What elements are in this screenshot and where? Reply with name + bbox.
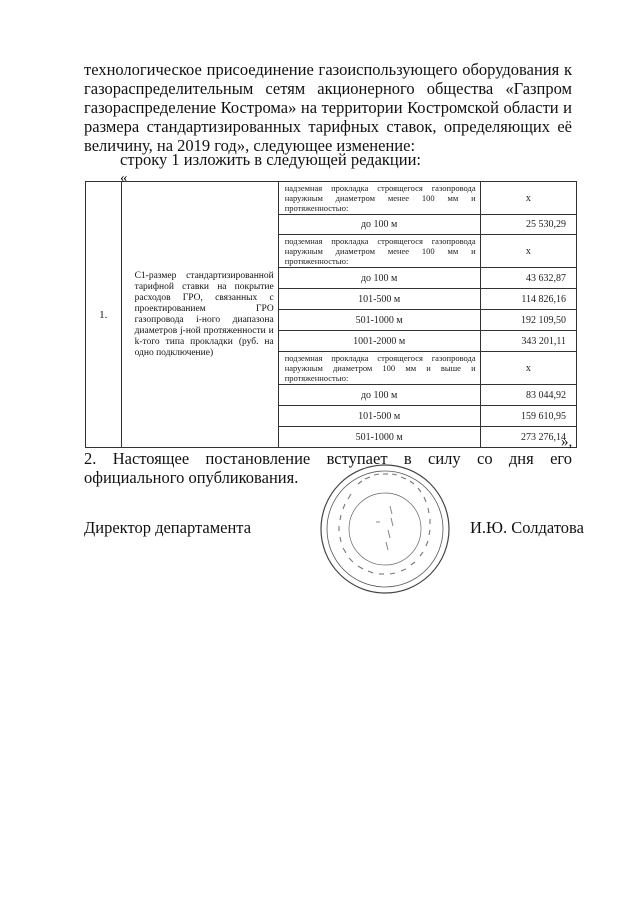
table-row: [86, 182, 577, 215]
row-value: 343 201,11: [480, 331, 576, 352]
opening-quote: «: [120, 170, 128, 186]
row-number: 1.: [86, 182, 122, 448]
row-value: 159 610,95: [480, 406, 576, 427]
row-value: 192 109,50: [480, 310, 576, 331]
row-label: 101-500 м: [278, 289, 480, 310]
row-label: 101-500 м: [278, 406, 480, 427]
row-label: до 100 м: [278, 215, 480, 235]
row-label: до 100 м: [278, 385, 480, 406]
row-label: надземная прокладка строящегося газопровода наружным диаметром менее 100 мм и протяженностью:: [278, 182, 480, 215]
row-value: х: [480, 352, 576, 385]
official-seal-stamp: [318, 462, 452, 596]
seal-inner-ring: [327, 471, 443, 587]
seal-outer-ring: [321, 465, 449, 593]
clause-2-last-line: официального опубликования.: [84, 468, 299, 487]
closing-quote: »,: [561, 434, 573, 450]
seal-center-marks: [376, 506, 393, 550]
intro-text: технологическое присоединение газоиспользующего оборудования к газораспределительным сетям акционерного общества «Газпром газораспределение Кострома» на территории Костромской области и размера стандартизированных тарифных ставок, определяющих её: [84, 60, 572, 136]
row-value: 273 276,14: [480, 427, 576, 448]
row-label: 501-1000 м: [278, 310, 480, 331]
tariff-description: С1-размер стандартизированной тарифной ставки на покрытие расходов ГРО, связанных с проектированием ГРО газопровода i-ного диапазона диаметров j-ной протяженности и k-того типа прокладки (руб. на одно подключение): [121, 182, 278, 448]
row-value: х: [480, 182, 576, 215]
row-label: до 100 м: [278, 268, 480, 289]
row-label: подземная прокладка строящегося газопровода наружным диаметром 100 мм и выше и протяженностью:: [278, 352, 480, 385]
row-value: 43 632,87: [480, 268, 576, 289]
signatory-name: И.Ю. Солдатова: [470, 518, 584, 537]
row-value: 114 826,16: [480, 289, 576, 310]
row-label: 501-1000 м: [278, 427, 480, 448]
seal-center-ring: [349, 493, 421, 565]
clause-2-text: 2. Настоящее постановление вступает в силу со дня его: [84, 449, 572, 468]
row-label: подземная прокладка строящегося газопровода наружным диаметром менее 100 мм и протяженностью:: [278, 235, 480, 268]
seal-lettering-marks: [339, 474, 430, 574]
tariff-table: [85, 181, 577, 448]
signatory-title: Директор департамента: [84, 518, 252, 537]
intro-last-line: величину, на 2019 год», следующее изменение:: [84, 136, 416, 155]
instruction-line: строку 1 изложить в следующей редакции:: [120, 150, 421, 169]
row-label: 1001-2000 м: [278, 331, 480, 352]
row-value: 83 044,92: [480, 385, 576, 406]
row-value: 25 530,29: [480, 215, 576, 235]
intro-paragraph: [84, 60, 572, 155]
row-value: х: [480, 235, 576, 268]
